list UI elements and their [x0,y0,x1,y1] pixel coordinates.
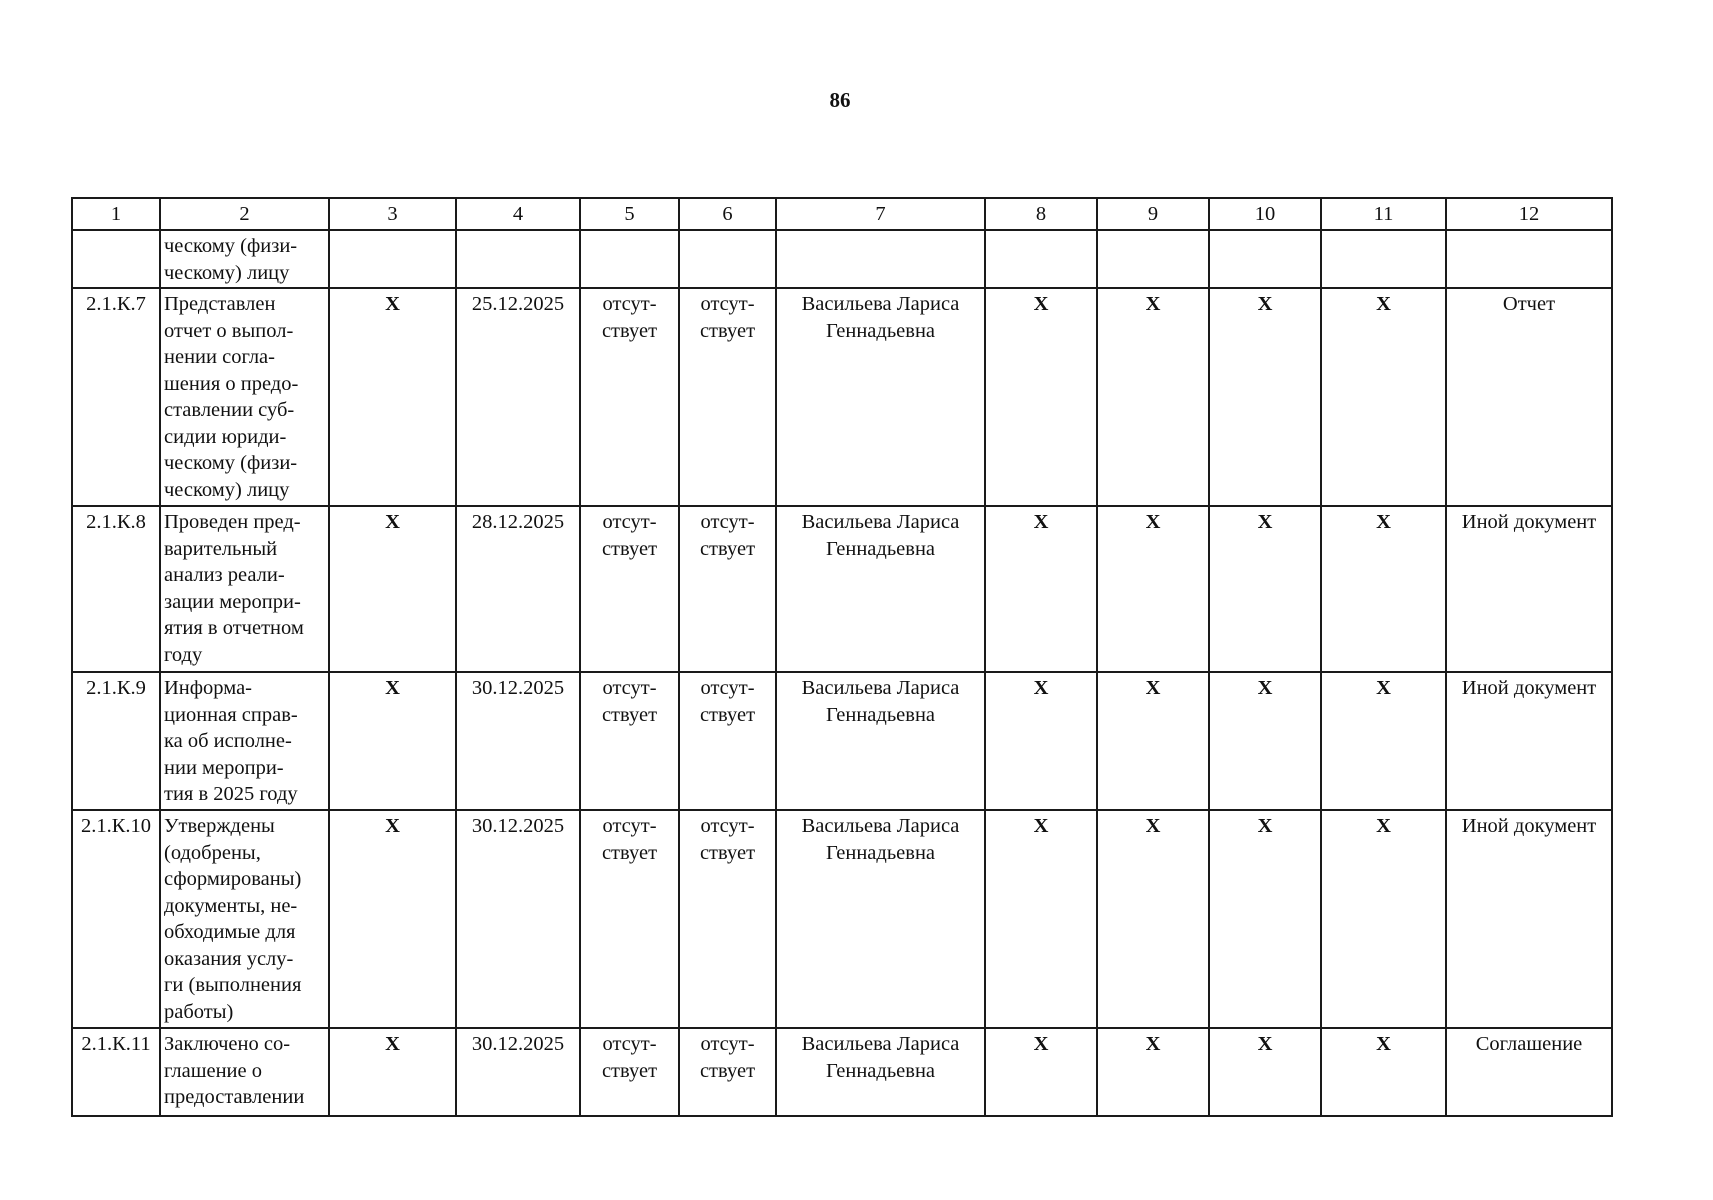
empty-cell [456,230,580,288]
date-value: 28.12.2025 [471,511,565,533]
column-number-header-row [72,198,1612,230]
col10-cell [1209,1028,1321,1116]
name-line: работы) [164,1000,234,1023]
name-line: ческому) лицу [164,478,290,501]
row-id-cell [72,810,160,1028]
responsible-cell [776,672,985,810]
status-line: отсут- [700,815,755,837]
doc-type-cell [1446,1028,1612,1116]
name-line: тия в 2025 году [164,783,298,805]
empty-cell [679,230,776,288]
col9-cell [1097,810,1209,1028]
empty-cell [1097,230,1209,288]
col11-cell [1321,1028,1446,1116]
row-name-cell [160,672,329,810]
x-mark: Х [1376,511,1391,533]
name-line: ческому (физи- [164,452,298,474]
row-id: 2.1.К.9 [86,677,146,699]
name-line: Представлен [164,293,276,315]
empty-cell [1209,230,1321,288]
continuation-name-cell [160,230,329,288]
name-line: ческому (физи- [164,235,298,257]
status-line: отсут- [602,511,657,533]
col6-cell [679,810,776,1028]
doc-type-cell [1446,810,1612,1028]
x-mark: Х [385,815,400,837]
empty-cell [1321,230,1446,288]
name-line: глашение о [164,1059,262,1082]
doc-type: Соглашение [1475,1033,1583,1055]
col9-cell [1097,1028,1209,1116]
empty-cell [329,230,456,288]
col5-cell [580,506,679,672]
status-line: ствует [699,537,756,560]
name-line: оказания услу- [164,947,294,970]
column-header: 6 [679,198,776,230]
col9-cell [1097,672,1209,810]
responsible-cell [776,506,985,672]
empty-cell [1446,230,1612,288]
date-cell [456,810,580,1028]
status-line: отсут- [700,293,755,315]
name-line: обходимые для [164,921,296,943]
date-value: 25.12.2025 [471,293,565,315]
row-name-cell [160,810,329,1028]
doc-type: Иной документ [1461,511,1597,533]
responsible-line: Васильева Лариса [801,815,960,837]
status-line: отсут- [700,1033,755,1055]
col11-cell [1321,288,1446,506]
col8-cell [985,288,1097,506]
status-line: ствует [601,319,658,342]
x-mark: Х [1376,815,1391,837]
responsible-line: Васильева Лариса [801,511,960,533]
x-mark: Х [1257,677,1273,699]
x-mark: Х [1145,677,1161,699]
doc-type-cell [1446,506,1612,672]
name-line: анализ реали- [164,564,285,586]
name-line: Заключено со- [164,1033,291,1055]
status-line: ствует [601,703,658,726]
row-id: 2.1.К.7 [86,293,146,315]
x-mark: Х [1033,293,1049,315]
col10-cell [1209,672,1321,810]
x-mark: Х [1033,1033,1049,1055]
col8-cell [985,1028,1097,1116]
x-mark: Х [1376,677,1391,699]
col10-cell [1209,810,1321,1028]
col9-cell [1097,288,1209,506]
date-cell [456,288,580,506]
responsible-line: Геннадьевна [825,703,936,726]
name-line: ятия в отчетном [164,617,304,639]
responsible-line: Геннадьевна [825,841,936,864]
col6-cell [679,288,776,506]
row-name-cell [160,506,329,672]
name-line: ческому) лицу [164,261,290,284]
doc-type-cell [1446,288,1612,506]
responsible-cell [776,288,985,506]
col8-cell [985,810,1097,1028]
col3-cell [329,672,456,810]
x-mark: Х [385,293,400,315]
empty-cell [580,230,679,288]
responsible-cell [776,1028,985,1116]
col8-cell [985,506,1097,672]
column-header: 9 [1097,198,1209,230]
table-row [72,506,1612,672]
continuation-id-cell [72,230,160,288]
name-line: ги (выполнения [164,974,302,996]
col11-cell [1321,506,1446,672]
row-id-cell [72,672,160,810]
column-header: 11 [1321,198,1446,230]
x-mark: Х [1145,815,1161,837]
col5-cell [580,810,679,1028]
col10-cell [1209,288,1321,506]
table-body [72,198,1612,1116]
date-value: 30.12.2025 [471,1033,565,1055]
name-line: отчет о выпол- [164,319,294,342]
doc-type: Иной документ [1461,815,1597,837]
name-line: Информа- [164,677,253,699]
status-line: ствует [699,841,756,864]
name-line: ка об исполне- [164,730,292,752]
x-mark: Х [1257,293,1273,315]
col3-cell [329,506,456,672]
col8-cell [985,672,1097,810]
name-line: ционная справ- [164,703,298,726]
doc-type: Отчет [1502,293,1556,315]
x-mark: Х [1376,293,1391,315]
row-id: 2.1.К.11 [81,1033,151,1055]
col5-cell [580,1028,679,1116]
column-header: 2 [160,198,329,230]
responsible-line: Геннадьевна [825,1059,936,1082]
name-line: сидии юриди- [164,425,287,448]
status-line: отсут- [700,677,755,699]
date-cell [456,672,580,810]
name-line: ставлении суб- [164,399,295,421]
col9-cell [1097,506,1209,672]
name-line: зации меропри- [164,590,301,613]
responsible-line: Васильева Лариса [801,677,960,699]
column-header: 12 [1446,198,1612,230]
control-points-table [71,197,1613,1117]
responsible-line: Геннадьевна [825,537,936,560]
status-line: ствует [699,1059,756,1082]
status-line: ствует [601,1059,658,1082]
empty-cell [776,230,985,288]
x-mark: Х [1033,511,1049,533]
x-mark: Х [1376,1033,1391,1055]
date-value: 30.12.2025 [471,815,565,837]
column-header: 7 [776,198,985,230]
responsible-line: Васильева Лариса [801,293,960,315]
column-header: 1 [72,198,160,230]
col6-cell [679,672,776,810]
x-mark: Х [1257,1033,1273,1055]
name-line: нении согла- [164,346,275,368]
name-line: предоставлении [164,1086,305,1108]
status-line: ствует [699,703,756,726]
status-line: ствует [699,319,756,342]
date-cell [456,506,580,672]
responsible-line: Васильева Лариса [801,1033,960,1055]
empty-cell [985,230,1097,288]
row-id-cell [72,506,160,672]
table-row [72,672,1612,810]
x-mark: Х [1033,815,1049,837]
column-header: 4 [456,198,580,230]
name-line: Проведен пред- [164,511,301,533]
row-id: 2.1.К.10 [80,815,152,837]
col3-cell [329,288,456,506]
x-mark: Х [1145,1033,1161,1055]
status-line: отсут- [602,293,657,315]
column-header: 5 [580,198,679,230]
x-mark: Х [385,1033,400,1055]
col3-cell [329,810,456,1028]
col11-cell [1321,672,1446,810]
name-line: Утверждены [164,815,275,837]
row-id: 2.1.К.8 [86,511,146,533]
date-cell [456,1028,580,1116]
x-mark: Х [1257,511,1273,533]
column-header: 10 [1209,198,1321,230]
x-mark: Х [1145,293,1161,315]
status-line: отсут- [602,677,657,699]
status-line: отсут- [602,1033,657,1055]
table-row [72,288,1612,506]
x-mark: Х [385,677,400,699]
doc-type-cell [1446,672,1612,810]
row-name-cell [160,1028,329,1116]
x-mark: Х [1145,511,1161,533]
column-header: 8 [985,198,1097,230]
name-line: году [164,643,203,666]
page-number: 86 [829,88,851,112]
col5-cell [580,288,679,506]
name-line: сформированы) [164,868,302,890]
responsible-line: Геннадьевна [825,319,936,342]
name-line: документы, не- [164,894,298,917]
name-line: варительный [164,537,278,560]
col11-cell [1321,810,1446,1028]
name-line: (одобрены, [164,841,261,864]
status-line: отсут- [602,815,657,837]
doc-type: Иной документ [1461,677,1597,699]
name-line: шения о предо- [164,372,299,395]
date-value: 30.12.2025 [471,677,565,699]
col6-cell [679,506,776,672]
x-mark: Х [385,511,400,533]
col6-cell [679,1028,776,1116]
x-mark: Х [1257,815,1273,837]
column-header: 3 [329,198,456,230]
status-line: отсут- [700,511,755,533]
responsible-cell [776,810,985,1028]
continuation-row [72,230,1612,288]
table-row [72,1028,1612,1116]
status-line: ствует [601,537,658,560]
status-line: ствует [601,841,658,864]
name-line: нии меропри- [164,756,284,779]
row-name-cell [160,288,329,506]
col10-cell [1209,506,1321,672]
row-id-cell [72,288,160,506]
row-id-cell [72,1028,160,1116]
col3-cell [329,1028,456,1116]
x-mark: Х [1033,677,1049,699]
table-row [72,810,1612,1028]
col5-cell [580,672,679,810]
